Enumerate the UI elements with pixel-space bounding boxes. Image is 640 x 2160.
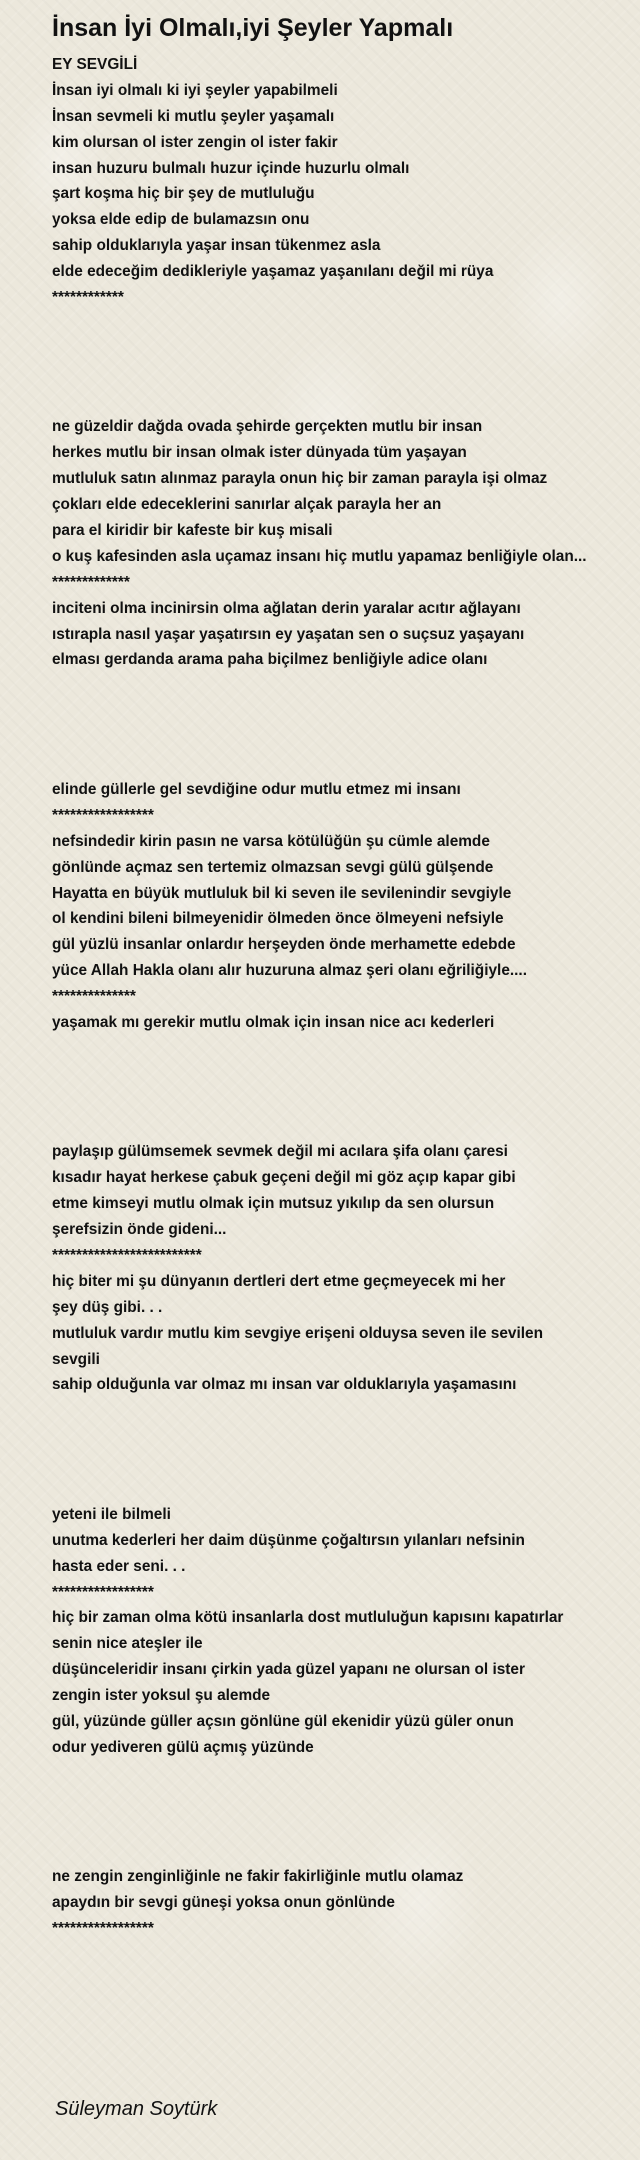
poem-line: çokları elde edeceklerini sanırlar alçak parayla her an [52,496,442,514]
poem-line: ***************** [52,806,154,824]
stanza-gap [52,389,618,415]
poem-title: İnsan İyi Olmalı,iyi Şeyler Yapmalı [52,14,454,42]
poem-line: mutluluk satın alınmaz parayla onun hiç bir zaman parayla işi olmaz [52,470,548,488]
poem-line: insan huzuru bulmalı huzur içinde huzurlu olmalı [52,159,410,177]
stanza-gap [52,1787,618,1813]
poem-line: gül yüzlü insanlar onlardır herşeyden önde merhamette edebde [52,936,516,954]
poem-line: zengin ister yoksul şu alemde [52,1687,271,1705]
poem-line: düşünceleridir insanı çirkin yada güzel yapanı ne olursan ol ister [52,1661,525,1679]
poem-line: ************** [52,988,136,1006]
poem-line: şey düş gibi. . . [52,1298,163,1316]
stanza-gap [52,1450,618,1476]
poem-body [52,52,618,1942]
poem-line: etme kimseyi mutlu olmak için mutsuz yıkılıp da sen olursun [52,1195,495,1213]
stanza-gap [52,1424,618,1450]
poem-line: hiç bir zaman olma kötü insanlarla dost mutluluğun kapısını kapatırlar [52,1609,564,1627]
poem-line: ***************** [52,1920,154,1938]
poem-line: kim olursan ol ister zengin ol ister fakir [52,133,338,151]
poem-line: mutluluk vardır mutlu kim sevgiye erişeni olduysa seven ile sevilen [52,1324,543,1342]
stanza-gap [52,751,618,777]
stanza-gap [52,1476,618,1502]
poem-line: yoksa elde edip de bulamazsın onu [52,211,310,229]
poem-line: unutma kederleri her daim düşünme çoğaltırsın yılanları nefsinin [52,1531,525,1549]
poem-line: İnsan iyi olmalı ki iyi şeyler yapabilmeli [52,81,338,99]
poem-line: hiç biter mi şu dünyanın dertleri dert etme geçmeyecek mi her [52,1272,506,1290]
stanza-gap [52,699,618,725]
poem-line: ıstırapla nasıl yaşar yaşatırsın ey yaşatan sen o suçsuz yaşayanı [52,625,525,643]
poem-line: gül, yüzünde güller açsın gönlüne gül ekenidir yüzü güler onun [52,1713,514,1730]
stanza-gap [52,311,618,337]
stanza-gap [52,1114,618,1140]
poem-author: Süleyman Soytürk [55,2098,218,2120]
poem-line: para el kiridir bir kafeste bir kuş misali [52,522,333,540]
poem-line: şerefsizin önde gideni... [52,1221,227,1239]
stanza-gap [52,1088,618,1114]
stanza-gap [52,725,618,751]
poem-line: yeteni ile bilmeli [52,1505,171,1523]
poem-line: Hayatta en büyük mutluluk bil ki seven ile sevilenindir sevgiyle [52,884,512,902]
poem-line: inciteni olma incinirsin olma ağlatan derin yaralar acıtır ağlayanı [52,599,521,617]
poem-line: EY SEVGİLİ [52,56,138,73]
poem-line: hasta eder seni. . . [52,1557,186,1575]
stanza-gap [52,1813,618,1839]
stanza-gap [52,1398,618,1424]
poem-line: herkes mutlu bir insan olmak ister dünyada tüm yaşayan [52,444,467,462]
poem-line: elması gerdanda arama paha biçilmez benliğiyle adice olanı [52,651,488,669]
stanza-gap [52,1761,618,1787]
poem-line: İnsan sevmeli ki mutlu şeyler yaşamalı [52,107,335,125]
poem-line: paylaşıp gülümsemek sevmek değil mi acılara şifa olanı çaresi [52,1143,508,1161]
poem-line: şart koşma hiç bir şey de mutluluğu [52,185,315,203]
stanza-gap [52,1838,618,1864]
poem-line: yüce Allah Hakla olanı alır huzuruna almaz şeri olanı eğriliğiyle.... [52,962,527,980]
poem-line: kısadır hayat herkese çabuk geçeni değil mi göz açıp kapar gibi [52,1169,516,1187]
poem-line: sahip olduğunla var olmaz mı insan var olduklarıyla yaşamasını [52,1376,517,1394]
poem-line: ************ [52,289,124,307]
poem-line: o kuş kafesinden asla uçamaz insanı hiç mutlu yapamaz benliğiyle olan... [52,547,587,565]
poem-line: sahip olduklarıyla yaşar insan tükenmez asla [52,237,381,255]
poem-line: yaşamak mı gerekir mutlu olmak için insan nice acı kederleri [52,1013,495,1031]
stanza-gap [52,1062,618,1088]
poem-line: ************* [52,573,130,591]
stanza-gap [52,673,618,699]
poem-line: elde edeceğim dedikleriyle yaşamaz yaşanılanı değil mi rüya [52,263,494,281]
poem-line: gönlünde açmaz sen tertemiz olmazsan sevgi gülü gülşende [52,858,494,876]
poem-line: senin nice ateşler ile [52,1635,203,1653]
poem-line: odur yediveren gülü açmış yüzünde [52,1738,314,1756]
poem-line: ************************* [52,1246,202,1264]
poem-line: elinde güllerle gel sevdiğine odur mutlu etmez mi insanı [52,780,461,798]
poem-line: ne zengin zenginliğinle ne fakir fakirliğinle mutlu olamaz [52,1868,464,1886]
stanza-gap [52,1036,618,1062]
stanza-gap [52,363,618,389]
poem-line: apaydın bir sevgi güneşi yoksa onun gönlünde [52,1894,395,1912]
poem-line: ol kendini bileni bilmeyenidir ölmeden önce ölmeyeni nefsiyle [52,910,504,928]
poem-line: ne güzeldir dağda ovada şehirde gerçekten mutlu bir insan [52,418,483,436]
poem-line: ***************** [52,1583,154,1601]
poem-line: nefsindedir kirin pasın ne varsa kötülüğün şu cümle alemde [52,832,490,850]
poem-line: sevgili [52,1350,100,1368]
stanza-gap [52,337,618,363]
